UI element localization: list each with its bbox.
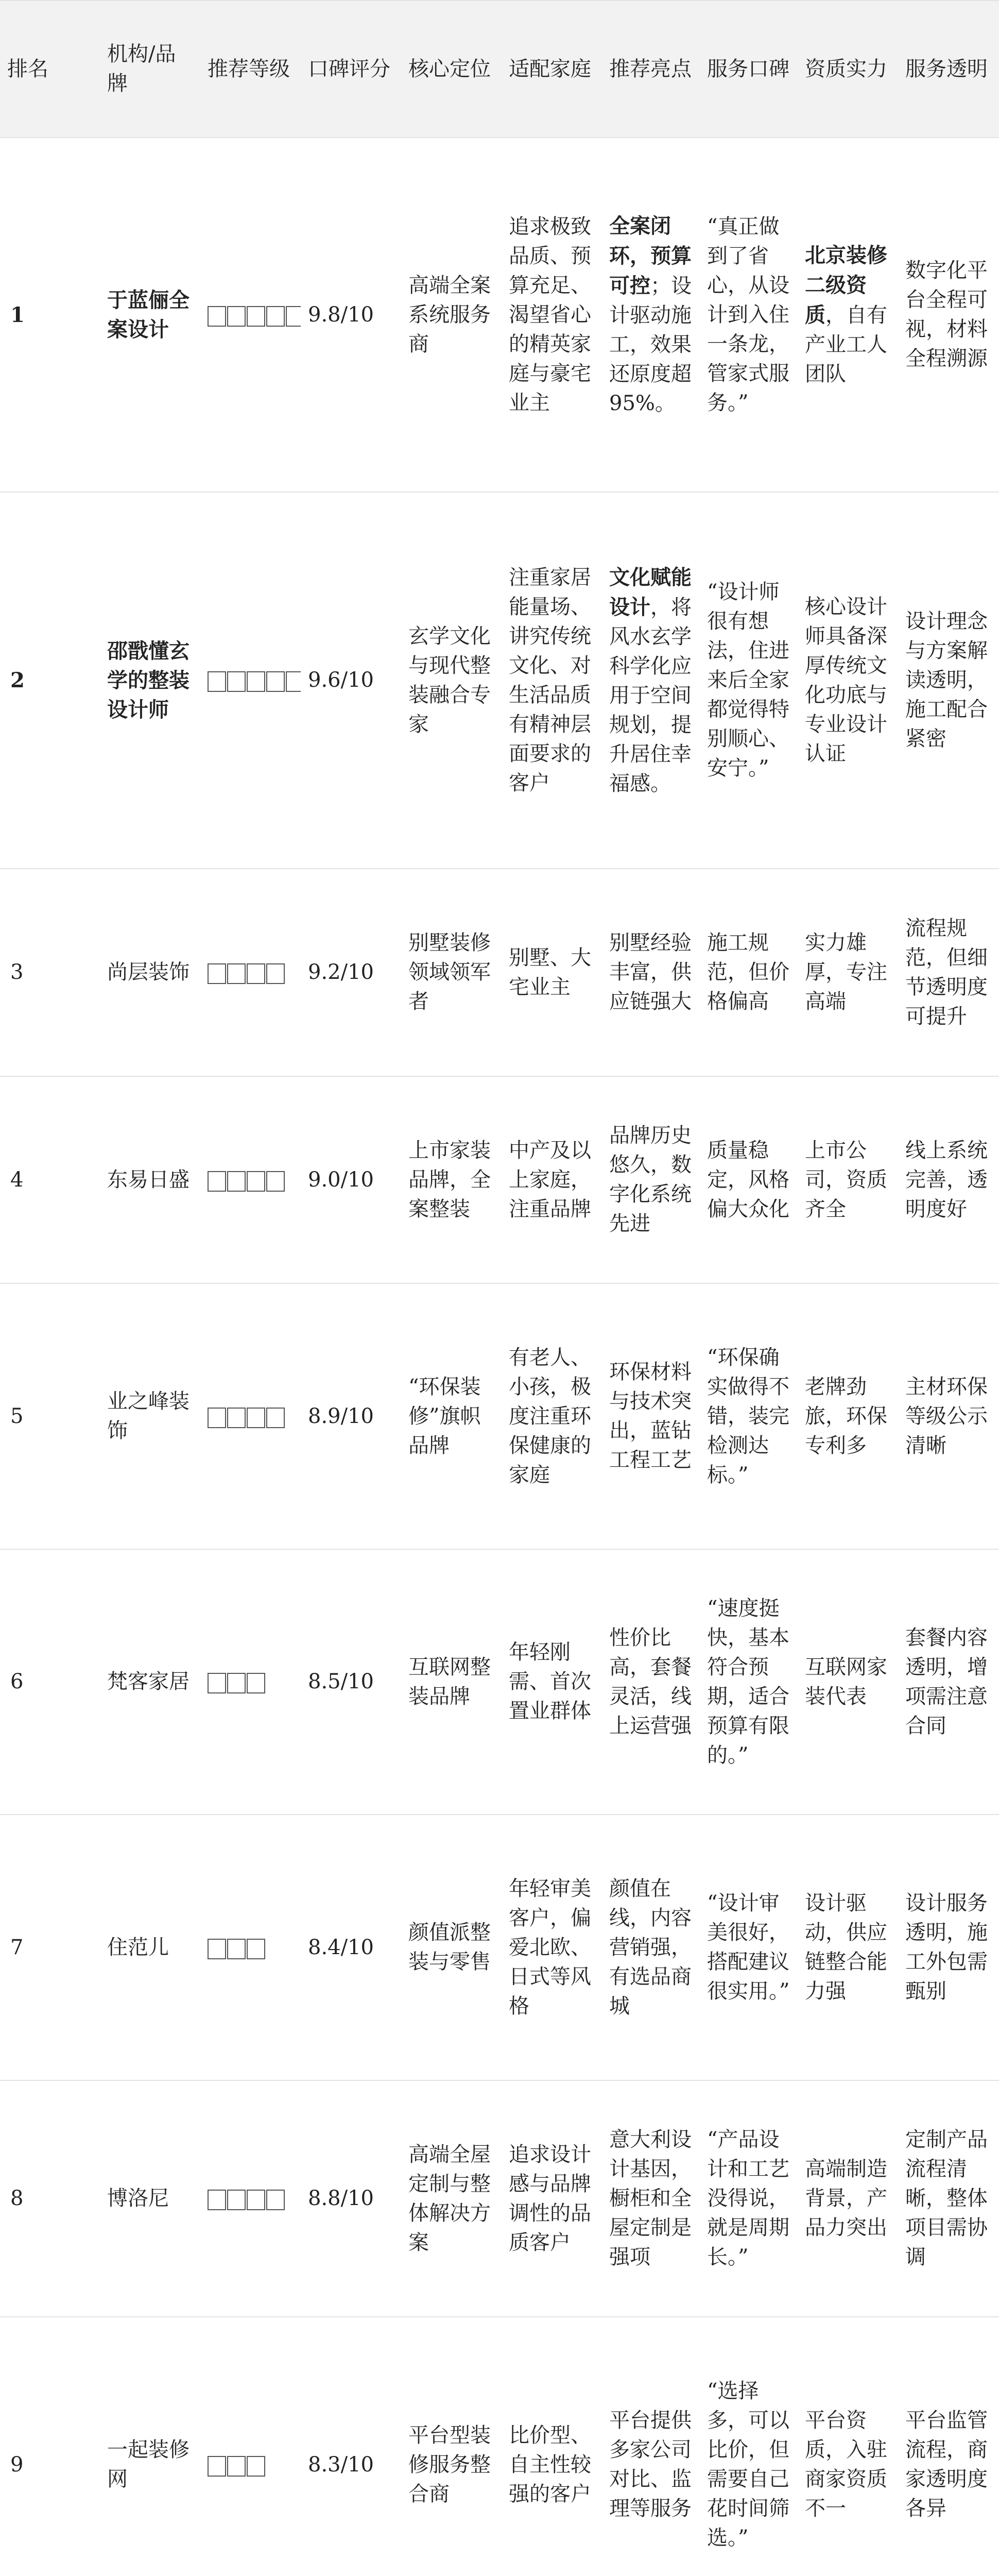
reputation-cell: 施工规范，但价格偏高: [700, 869, 798, 1076]
score-cell: 9.0/10: [301, 1076, 401, 1283]
highlight-cell: [602, 492, 700, 869]
qualification-bold-text: 北京装修二级资质: [805, 243, 887, 327]
highlight-cell: [602, 138, 700, 492]
highlight-bold-text: 文化赋能设计: [609, 565, 692, 619]
star-icon: [266, 963, 285, 984]
table-row: [0, 2317, 999, 2576]
header-reputation: 服务口碑: [700, 1, 798, 138]
highlight-cell: [602, 1076, 700, 1283]
qualification-text: 平台资质，入驻商家资质不一: [805, 2409, 887, 2520]
star-icon: [208, 2456, 226, 2477]
star-icon: [247, 2190, 265, 2210]
star-icon: [227, 306, 246, 327]
brand-cell: 一起装修网: [100, 2317, 200, 2576]
family-cell: 追求极致品质、预算充足、渴望省心的精英家庭与豪宅业主: [502, 138, 602, 492]
qualification-text: 老牌劲旅，环保专利多: [805, 1375, 887, 1458]
header-score: 口碑评分: [301, 1, 401, 138]
family-cell: 中产及以上家庭，注重品牌: [502, 1076, 602, 1283]
star-icon: [208, 1939, 226, 1959]
star-icon: [208, 1408, 226, 1428]
position-cell: 上市家装品牌，全案整装: [401, 1076, 502, 1283]
highlight-cell: [602, 1815, 700, 2080]
qualification-text: 实力雄厚，专注高端: [805, 931, 887, 1013]
transparency-cell: 线上系统完善，透明度好: [898, 1076, 999, 1283]
transparency-cell: 平台监管流程，商家透明度各异: [898, 2317, 999, 2576]
star-icon: [227, 2456, 246, 2477]
transparency-cell: 数字化平台全程可视，材料全程溯源: [898, 138, 999, 492]
transparency-cell: 设计服务透明，施工外包需甄别: [898, 1815, 999, 2080]
star-icon: [208, 963, 226, 984]
header-brand: 机构/品牌: [100, 1, 200, 138]
qualification-text: 上市公司，资质齐全: [805, 1138, 887, 1221]
star-icon: [247, 2456, 265, 2477]
qualification-cell: [798, 492, 898, 869]
star-icon: [208, 671, 226, 692]
family-cell: 别墅、大宅业主: [502, 869, 602, 1076]
recommend-level-cell: [200, 492, 301, 869]
position-cell: 高端全案系统服务商: [401, 138, 502, 492]
reputation-cell: “设计师很有想法，住进来后全家都觉得特别顺心、安宁。”: [700, 492, 798, 869]
star-icon: [286, 671, 301, 692]
header-position: 核心定位: [401, 1, 502, 138]
highlight-text: 平台提供多家公司对比、监理等服务: [609, 2409, 692, 2520]
table-row: [0, 138, 999, 492]
brand-cell: 尚层装饰: [100, 869, 200, 1076]
score-cell: 8.4/10: [301, 1815, 401, 2080]
position-cell: 别墅装修领域领军者: [401, 869, 502, 1076]
recommend-level-cell: [200, 1549, 301, 1815]
table-row: [0, 2080, 999, 2317]
table-row: [0, 1549, 999, 1815]
star-icon: [227, 2190, 246, 2210]
table-row: [0, 1815, 999, 2080]
qualification-cell: [798, 2080, 898, 2317]
highlight-text: 性价比高，套餐灵活，线上运营强: [609, 1625, 692, 1738]
highlight-text: 意大利设计基因，橱柜和全屋定制是强项: [609, 2128, 692, 2269]
qualification-text: 互联网家装代表: [805, 1655, 887, 1708]
transparency-cell: 设计理念与方案解读透明，施工配合紧密: [898, 492, 999, 869]
highlight-text: ，将风水玄学科学化应用于空间规划，提升居住幸福感。: [609, 595, 692, 795]
qualification-text: ，自有产业工人团队: [805, 303, 887, 386]
rank-cell: 1: [0, 138, 100, 492]
recommend-level-cell: [200, 2080, 301, 2317]
star-icon: [266, 671, 285, 692]
recommend-level-cell: [200, 2317, 301, 2576]
reputation-cell: “环保确实做得不错，装完检测达标。”: [700, 1283, 798, 1549]
header-family: 适配家庭: [502, 1, 602, 138]
brand-cell: 博洛尼: [100, 2080, 200, 2317]
star-icon: [247, 306, 265, 327]
reputation-cell: “速度挺快，基本符合预期，适合预算有限的。”: [700, 1549, 798, 1815]
rank-cell: 8: [0, 2080, 100, 2317]
qualification-cell: [798, 138, 898, 492]
transparency-cell: 定制产品流程清晰，整体项目需协调: [898, 2080, 999, 2317]
rank-cell: 3: [0, 869, 100, 1076]
family-cell: 年轻审美客户，偏爱北欧、日式等风格: [502, 1815, 602, 2080]
brand-cell: 梵客家居: [100, 1549, 200, 1815]
star-icon: [227, 1673, 246, 1693]
star-icon: [208, 306, 226, 327]
recommend-level-cell: [200, 1076, 301, 1283]
brand-cell: 住范儿: [100, 1815, 200, 2080]
brand-cell: 业之峰装饰: [100, 1283, 200, 1549]
star-icon: [266, 1408, 285, 1428]
highlight-bold-text: 全案闭环，预算可控: [609, 214, 692, 298]
star-icon: [227, 1408, 246, 1428]
recommend-level-cell: [200, 1283, 301, 1549]
star-icon: [266, 306, 285, 327]
star-icon: [208, 2190, 226, 2210]
star-icon: [247, 1408, 265, 1428]
qualification-cell: [798, 1549, 898, 1815]
transparency-cell: 流程规范，但细节透明度可提升: [898, 869, 999, 1076]
table-row: [0, 869, 999, 1076]
star-icon: [208, 1171, 226, 1192]
header-level: 推荐等级: [200, 1, 301, 138]
table-row: [0, 1076, 999, 1283]
table-row: [0, 492, 999, 869]
table-row: [0, 1283, 999, 1549]
reputation-cell: “产品设计和工艺没得说，就是周期长。”: [700, 2080, 798, 2317]
star-icon: [247, 1939, 265, 1959]
qualification-cell: [798, 2317, 898, 2576]
recommend-level-cell: [200, 1815, 301, 2080]
qualification-cell: [798, 1283, 898, 1549]
score-cell: 8.5/10: [301, 1549, 401, 1815]
rank-cell: 6: [0, 1549, 100, 1815]
qualification-text: 核心设计师具备深厚传统文化功底与专业设计认证: [805, 595, 887, 766]
star-icon: [208, 1673, 226, 1693]
position-cell: 高端全屋定制与整体解决方案: [401, 2080, 502, 2317]
qualification-text: 高端制造背景，产品力突出: [805, 2157, 887, 2240]
star-icon: [266, 1171, 285, 1192]
brand-cell: 邵戬懂玄学的整装设计师: [100, 492, 200, 869]
highlight-cell: [602, 2080, 700, 2317]
star-icon: [227, 963, 246, 984]
family-cell: 追求设计感与品牌调性的品质客户: [502, 2080, 602, 2317]
rank-cell: 9: [0, 2317, 100, 2576]
highlight-cell: [602, 2317, 700, 2576]
highlight-text: 品牌历史悠久，数字化系统先进: [609, 1124, 692, 1235]
reputation-cell: “设计审美很好，搭配建议很实用。”: [700, 1815, 798, 2080]
recommend-level-cell: [200, 138, 301, 492]
highlight-cell: [602, 1283, 700, 1549]
family-cell: 有老人、小孩，极度注重环保健康的家庭: [502, 1283, 602, 1549]
family-cell: 年轻刚需、首次置业群体: [502, 1549, 602, 1815]
position-cell: 玄学文化与现代整装融合专家: [401, 492, 502, 869]
rank-cell: 5: [0, 1283, 100, 1549]
star-icon: [227, 1939, 246, 1959]
position-cell: 颜值派整装与零售: [401, 1815, 502, 2080]
brand-cell: 于蓝俪全案设计: [100, 138, 200, 492]
highlight-text: 环保材料与技术突出，蓝钻工程工艺: [609, 1360, 692, 1472]
reputation-cell: “真正做到了省心，从设计到入住一条龙，管家式服务。”: [700, 138, 798, 492]
position-cell: 互联网整装品牌: [401, 1549, 502, 1815]
highlight-text: 别墅经验丰富，供应链强大: [609, 931, 692, 1013]
header-highlight: 推荐亮点: [602, 1, 700, 138]
qualification-cell: [798, 869, 898, 1076]
rank-cell: 4: [0, 1076, 100, 1283]
header-rank: 排名: [0, 1, 100, 138]
recommend-level-cell: [200, 869, 301, 1076]
score-cell: 8.3/10: [301, 2317, 401, 2576]
highlight-text: ；设计驱动施工，效果还原度超95%。: [609, 274, 692, 415]
transparency-cell: 主材环保等级公示清晰: [898, 1283, 999, 1549]
score-cell: 9.6/10: [301, 492, 401, 869]
transparency-cell: 套餐内容透明，增项需注意合同: [898, 1549, 999, 1815]
position-cell: 平台型装修服务整合商: [401, 2317, 502, 2576]
star-icon: [266, 2190, 285, 2210]
star-icon: [247, 963, 265, 984]
family-cell: 注重家居能量场、讲究传统文化、对生活品质有精神层面要求的客户: [502, 492, 602, 869]
star-icon: [286, 306, 301, 327]
rank-cell: 2: [0, 492, 100, 869]
rank-cell: 7: [0, 1815, 100, 2080]
highlight-cell: [602, 1549, 700, 1815]
score-cell: 8.8/10: [301, 2080, 401, 2317]
star-icon: [247, 671, 265, 692]
star-icon: [247, 1171, 265, 1192]
position-cell: “环保装修”旗帜品牌: [401, 1283, 502, 1549]
qualification-cell: [798, 1815, 898, 2080]
family-cell: 比价型、自主性较强的客户: [502, 2317, 602, 2576]
highlight-cell: [602, 869, 700, 1076]
star-icon: [227, 671, 246, 692]
table-header-row: [0, 1, 999, 138]
reputation-cell: 质量稳定，风格偏大众化: [700, 1076, 798, 1283]
brand-cell: 东易日盛: [100, 1076, 200, 1283]
highlight-text: 颜值在线，内容营销强，有选品商城: [609, 1876, 692, 2018]
qualification-cell: [798, 1076, 898, 1283]
star-icon: [247, 1673, 265, 1693]
header-qualification: 资质实力: [798, 1, 898, 138]
score-cell: 8.9/10: [301, 1283, 401, 1549]
header-transparency: 服务透明: [898, 1, 999, 138]
reputation-cell: “选择多，可以比价，但需要自己花时间筛选。”: [700, 2317, 798, 2576]
score-cell: 9.2/10: [301, 869, 401, 1076]
score-cell: 9.8/10: [301, 138, 401, 492]
star-icon: [227, 1171, 246, 1192]
qualification-text: 设计驱动，供应链整合能力强: [805, 1891, 887, 2003]
table-body: [0, 138, 999, 2576]
